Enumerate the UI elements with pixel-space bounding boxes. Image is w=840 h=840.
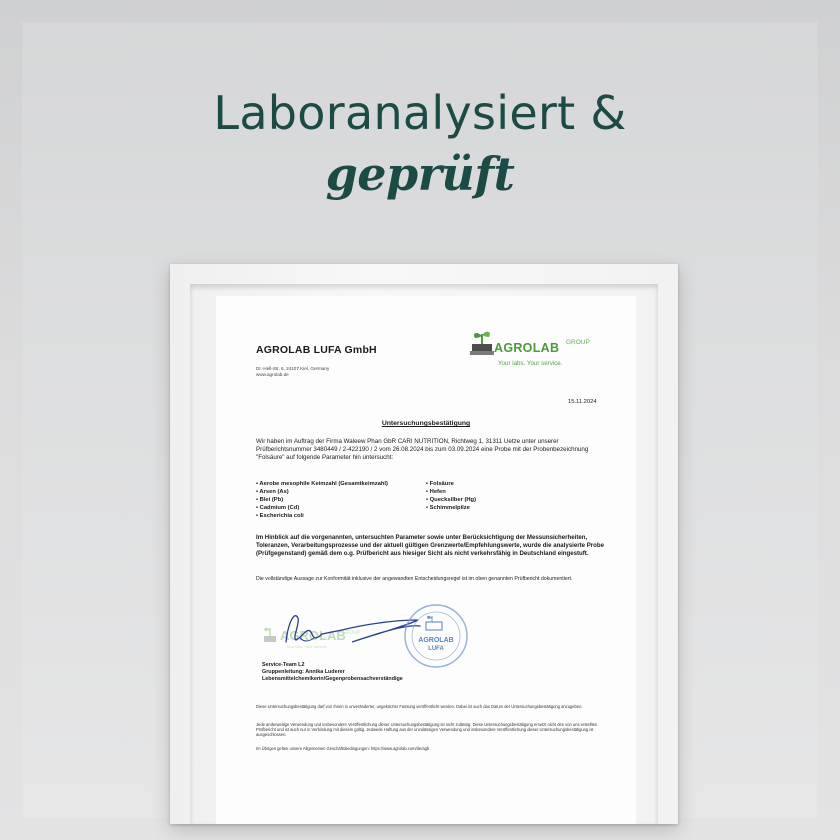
parameter-item: • Aerobe mesophile Keimzahl (Gesamtkeimzahl) bbox=[256, 481, 388, 487]
signature-watermark-group: GROUP bbox=[342, 630, 361, 636]
headline-line-1: Laboranalysiert & bbox=[213, 86, 627, 140]
parameter-item: • Schimmelpilze bbox=[426, 505, 470, 511]
official-stamp-icon bbox=[402, 602, 470, 670]
company-address bbox=[256, 366, 329, 378]
certificate-document bbox=[216, 296, 636, 824]
fine-print-liability: Jede anderweitige Verwendung und insbesondere Veröffentlichung dieser Untersuchungsbestätigung ist nicht zulässig. Diese Untersuchungsbestätigung ersetzt nicht den von uns erstellten Prüfbericht und ist auch nur in Verbindung mit diesem gültig. Jedwede Haftung aus der unzulässigen Verwendung und insbesondere Veröffentlichung dieser Untersuchungsbestätigung ist ausgeschlossen. bbox=[256, 722, 598, 738]
document-date: 15.11.2024 bbox=[568, 399, 597, 405]
company-name: AGROLAB LUFA GmbH bbox=[256, 344, 377, 356]
leaf-machine-icon bbox=[470, 332, 494, 355]
signature-watermark-text: AGROLAB bbox=[280, 628, 346, 643]
parameter-item: • Cadmium (Cd) bbox=[256, 505, 300, 511]
fine-print-publication: Diese Untersuchungsbestätigung darf von Ihnen in unveränderter, ungekürzter Fassung veröffentlicht werden. Dabei ist auch das Datum der Untersuchungsbestätigung anzugeben. bbox=[256, 704, 583, 709]
parameter-item: • Blei (Pb) bbox=[256, 497, 284, 503]
stamp-line-1: AGROLAB bbox=[418, 637, 454, 644]
parameter-item: • Quecksilber (Hg) bbox=[426, 497, 477, 503]
parameter-item: • Hefen bbox=[426, 489, 446, 495]
logo-group: GROUP bbox=[566, 339, 590, 346]
address-line: Dr.-Hell-Str. 6, 24107 Kiel, Germany bbox=[256, 366, 330, 371]
parameter-item: • Folsäure bbox=[426, 481, 454, 487]
parameter-item: • Arsen (As) bbox=[256, 489, 289, 495]
verdict-paragraph: Im Hinblick auf die vorgenannten, untersuchten Parameter sowie unter Berücksichtigung der Messunsicherheiten, Toleranzen, Verarbeitungsprozesse und der aktuell gültigen Grenzwerte/Empfehlungswerte, wurde die analysierte Probe (Prüfgegenstand) gemäß dem o.g. Prüfbericht aus hiesiger Sicht als nicht verkehrsfähig in Deutschland eingestuft. bbox=[256, 534, 604, 558]
signatory-role: Lebensmittelchemikerin/Gegenprobensachverständige bbox=[262, 676, 403, 682]
headline-line-2: geprüft bbox=[325, 147, 515, 201]
logo-tagline: Your labs. Your service. bbox=[498, 360, 563, 367]
team-name: Service-Team L2 bbox=[262, 662, 305, 668]
logo-name: AGROLAB bbox=[494, 341, 560, 355]
parameter-column-right bbox=[426, 480, 576, 512]
signatory-block bbox=[262, 662, 403, 683]
website-line: www.agrolab.de bbox=[256, 372, 289, 377]
headline bbox=[0, 82, 840, 204]
signature-watermark-tagline: Your labs. Your service. bbox=[286, 644, 328, 649]
document-title: Untersuchungsbestätigung bbox=[381, 420, 471, 427]
stamp-line-2: LUFA bbox=[428, 646, 444, 652]
fine-print-terms: Im Übrigen gelten unsere Allgemeinen Geschäftsbedingungen: https://www.agrolab.com/de/agb bbox=[256, 746, 430, 751]
intro-paragraph: Wir haben im Auftrag der Firma Waleew Phan GbR CARI NUTRITION, Richtweg 1, 31311 Uetze unter unserer Prüfberichtsnummer 3480449 / 2-422190 / 2 vom 26.08.2024 bis zum 03.09.2024 eine Probe mit der Probenbezeichnung "Folsäure" auf folgende Parameter hin untersucht: bbox=[256, 438, 589, 461]
group-lead: Gruppenleitung: Annika Luderer bbox=[262, 669, 345, 675]
conformity-note: Die vollständige Aussage zur Konformität inklusive der angewandten Entscheidungsregel ist im oben genannten Prüfbericht dokumentiert. bbox=[256, 576, 573, 582]
parameter-item: • Escherichia coli bbox=[256, 513, 304, 519]
